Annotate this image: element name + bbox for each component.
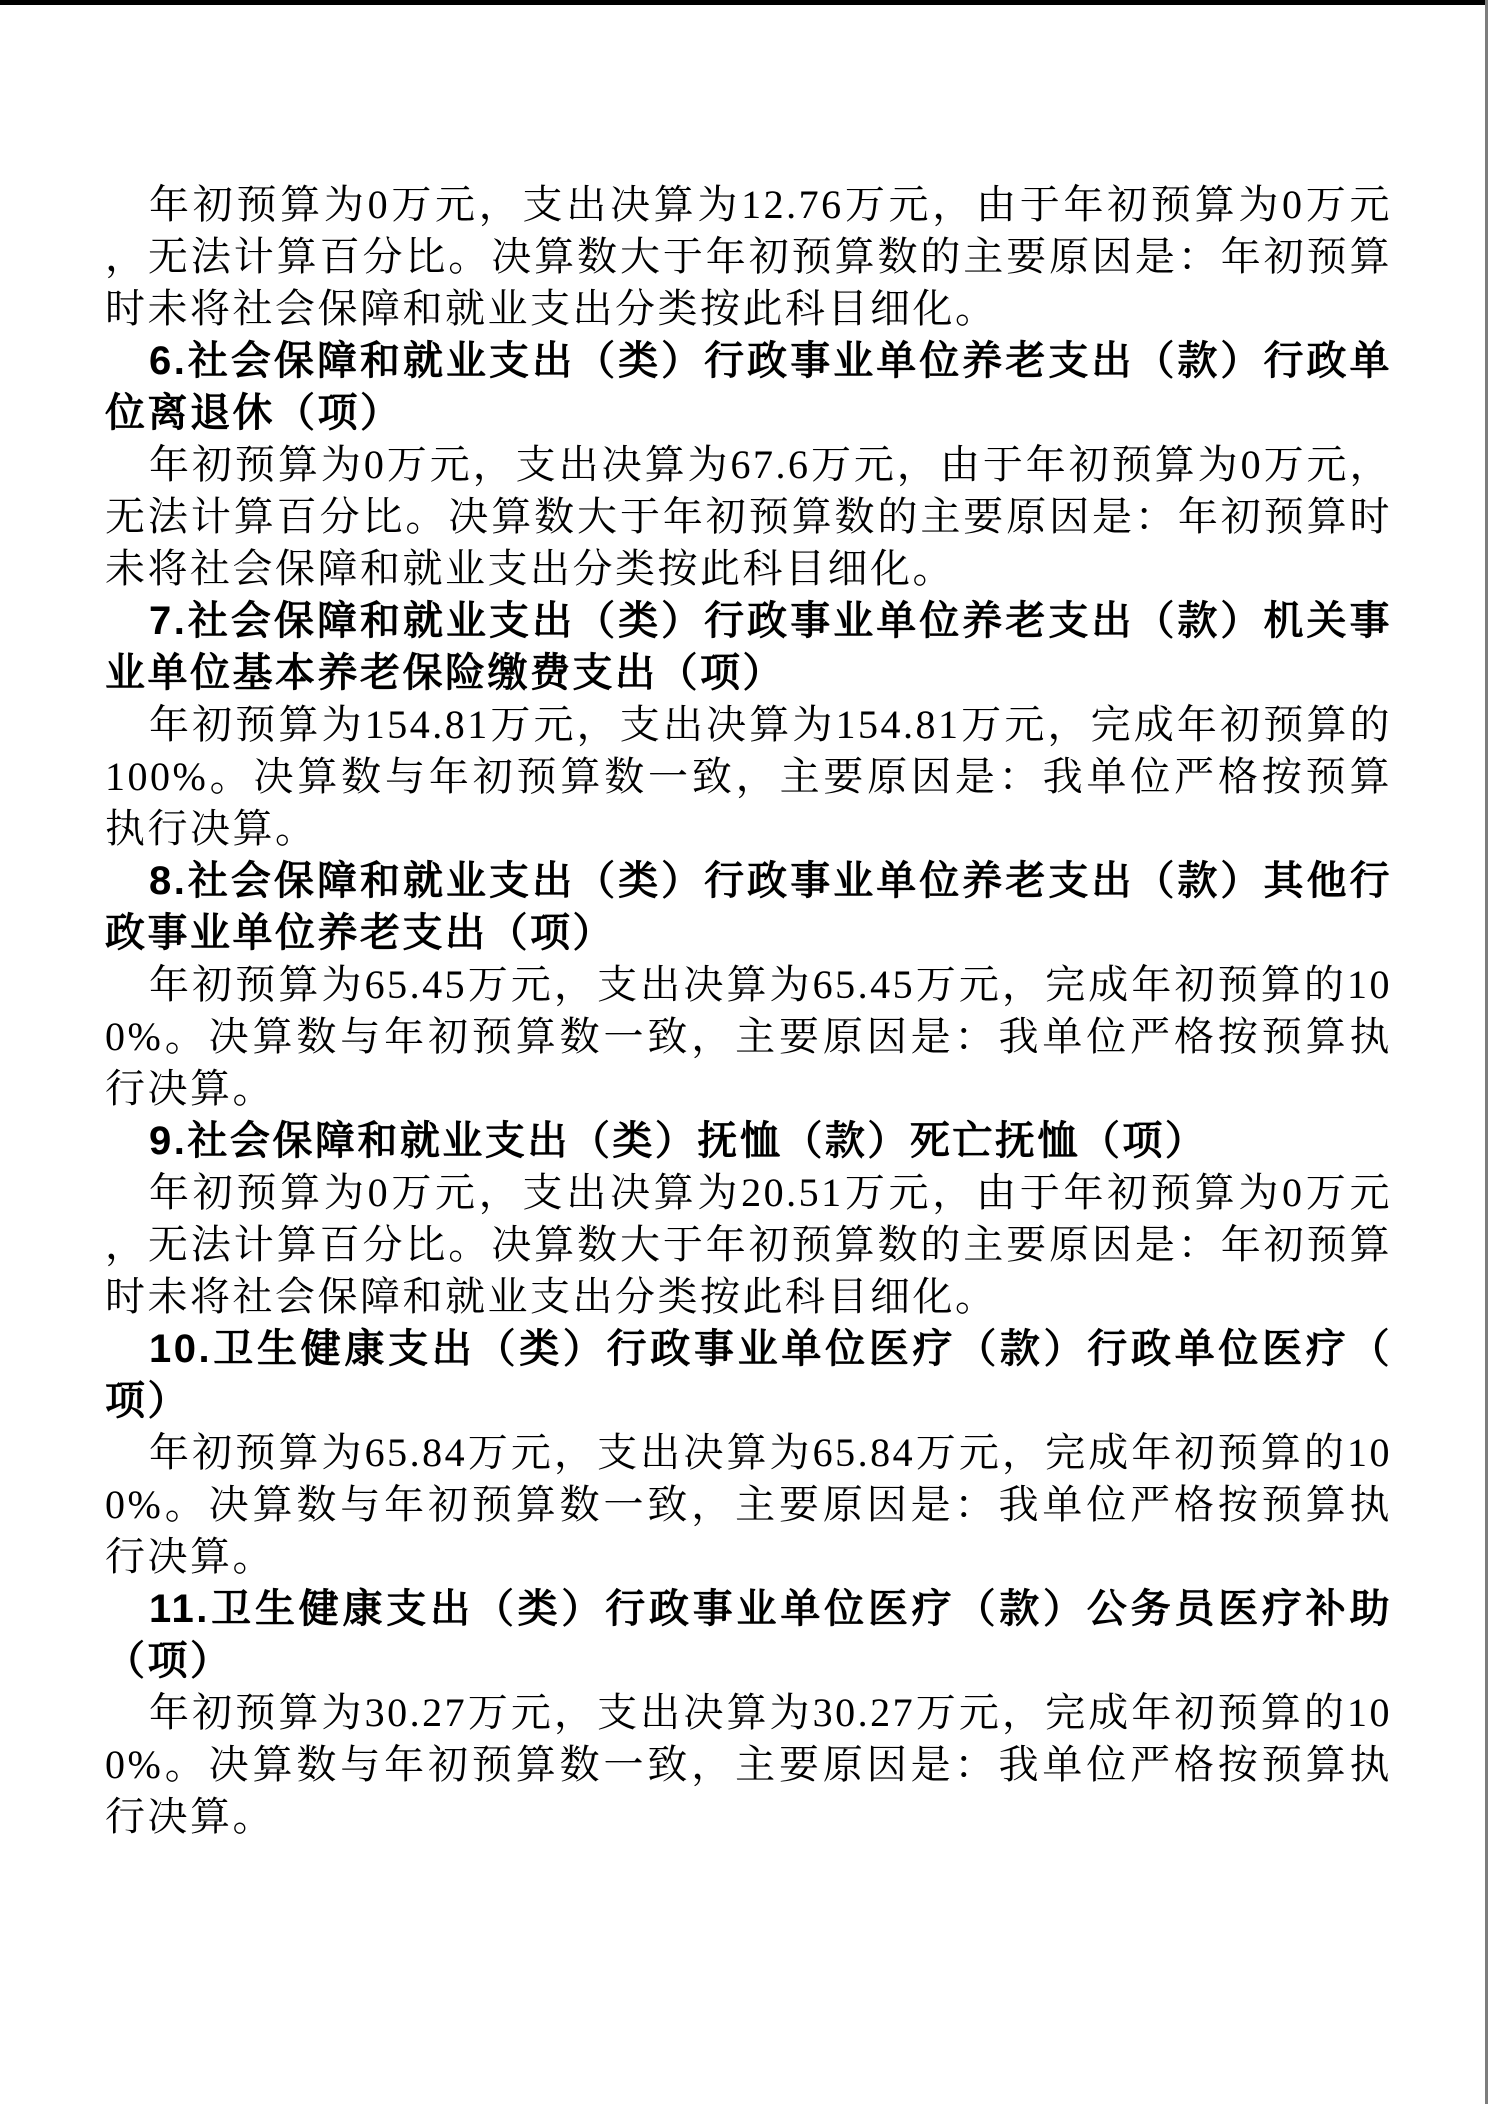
section-heading: 9.社会保障和就业支出（类）抚恤（款）死亡抚恤（项） xyxy=(149,1119,1208,1163)
section-heading: 6.社会保障和就业支出（类）行政事业单位养老支出（款）行政单位离退休（项） xyxy=(105,339,1392,435)
sections-container xyxy=(105,335,1392,1843)
section-paragraph: 年初预算为0万元，支出决算为67.6万元，由于年初预算为0万元，无法计算百分比。决算数大于年初预算数的主要原因是：年初预算时未将社会保障和就业支出分类按此科目细化。 xyxy=(105,442,1392,591)
section-paragraph: 年初预算为65.45万元，支出决算为65.45万元，完成年初预算的100%。决算数与年初预算数一致，主要原因是：我单位严格按预算执行决算。 xyxy=(105,962,1392,1111)
section-paragraph: 年初预算为154.81万元，支出决算为154.81万元，完成年初预算的100%。决算数与年初预算数一致，主要原因是：我单位严格按预算执行决算。 xyxy=(105,702,1392,851)
intro-paragraph: 年初预算为0万元，支出决算为12.76万元，由于年初预算为0万元，无法计算百分比。决算数大于年初预算数的主要原因是：年初预算时未将社会保障和就业支出分类按此科目细化。 xyxy=(105,182,1392,331)
budget-section xyxy=(105,1323,1392,1583)
section-paragraph: 年初预算为30.27万元，支出决算为30.27万元，完成年初预算的100%。决算数与年初预算数一致，主要原因是：我单位严格按预算执行决算。 xyxy=(105,1690,1392,1839)
section-heading: 11.卫生健康支出（类）行政事业单位医疗（款）公务员医疗补助（项） xyxy=(105,1587,1392,1683)
page-top-edge xyxy=(0,0,1488,5)
budget-section xyxy=(105,855,1392,1115)
budget-section xyxy=(105,595,1392,855)
budget-section xyxy=(105,1583,1392,1843)
budget-section xyxy=(105,1115,1392,1323)
section-paragraph: 年初预算为65.84万元，支出决算为65.84万元，完成年初预算的100%。决算数与年初预算数一致，主要原因是：我单位严格按预算执行决算。 xyxy=(105,1430,1392,1579)
section-heading: 8.社会保障和就业支出（类）行政事业单位养老支出（款）其他行政事业单位养老支出（项） xyxy=(105,859,1392,955)
budget-section xyxy=(105,335,1392,595)
section-heading: 10.卫生健康支出（类）行政事业单位医疗（款）行政单位医疗（项） xyxy=(105,1327,1392,1423)
section-heading: 7.社会保障和就业支出（类）行政事业单位养老支出（款）机关事业单位基本养老保险缴费支出（项） xyxy=(105,599,1392,695)
document-text xyxy=(105,179,1392,1843)
section-paragraph: 年初预算为0万元，支出决算为20.51万元，由于年初预算为0万元，无法计算百分比。决算数大于年初预算数的主要原因是：年初预算时未将社会保障和就业支出分类按此科目细化。 xyxy=(105,1170,1392,1319)
